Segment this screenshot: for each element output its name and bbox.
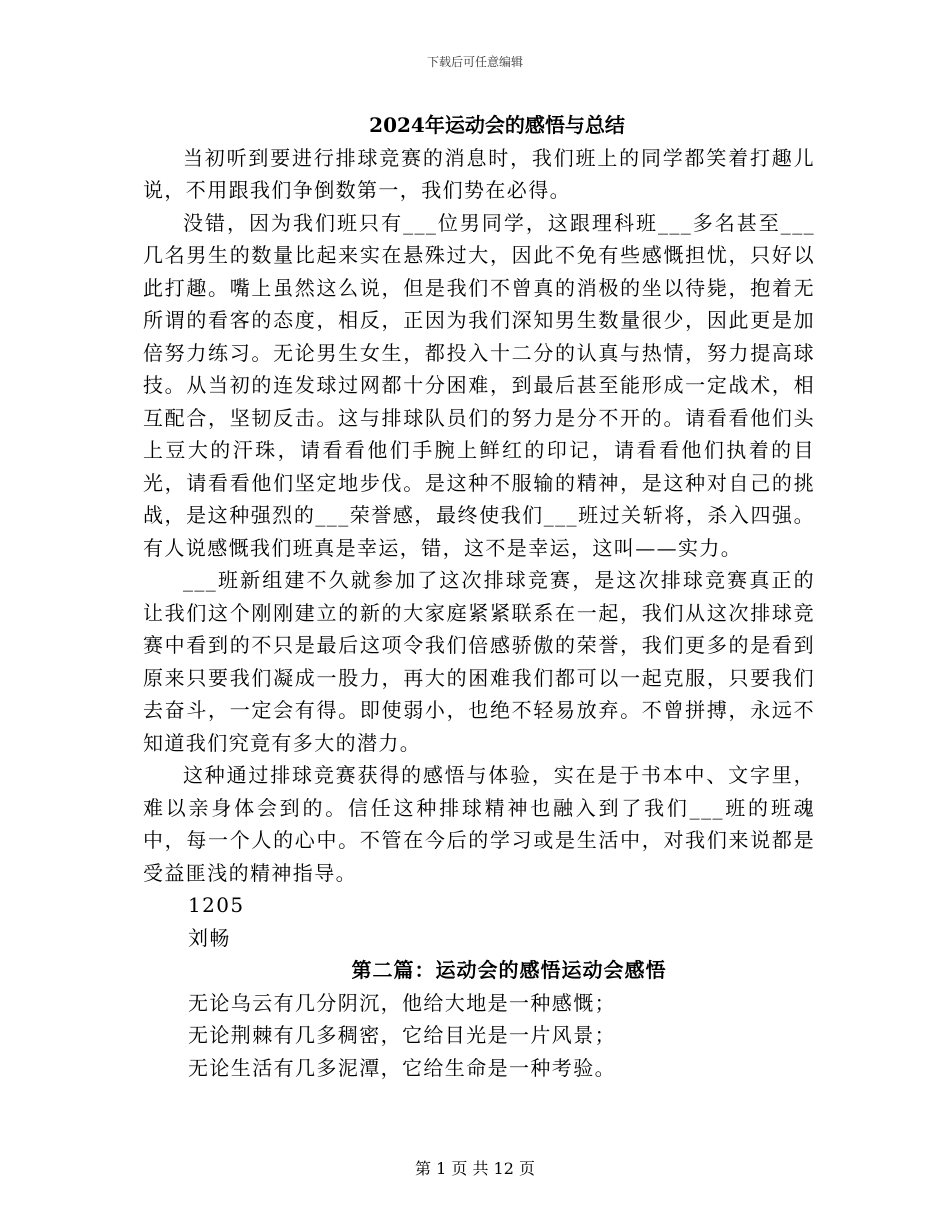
poem-line-3: 无论生活有几多泥潭，它给生命是一种考验。 bbox=[188, 1055, 616, 1080]
paragraph-3: ___班新组建不久就参加了这次排球竞赛，是这次排球竞赛真正的让我们这个刚刚建立的新的大家庭紧紧联系在一起，我们从这次排球竞赛中看到的不只是最后这项令我们倍感骄傲的荣誉，我们更多的是看到原来只要我们凝成一股力，再大的困难我们都可以一起克服，只要我们去奋斗，一定会有得。即使弱小，也绝不轻易放弃。不曾拼搏，永远不知道我们究竟有多大的潜力。 bbox=[143, 568, 815, 755]
poem-line-2: 无论荆棘有几多稠密，它给目光是一片风景； bbox=[188, 1023, 616, 1047]
paragraph-2: 没错，因为我们班只有___位男同学，这跟理科班___多名甚至___几名男生的数量比起来实在悬殊过大，因此不免有些感慨担忧，只好以此打趣。嘴上虽然这么说，但是我们不曾真的消极的坐以待毙，抱着无所谓的看客的态度，相反，正因为我们深知男生数量很少，因此更是加倍努力练习。无论男生女生，都投入十二分的认真与热情，努力提高球技。从当初的连发球过网都十分困难，到最后甚至能形成一定战术，相互配合，坚韧反击。这与排球队员们的努力是分不开的。请看看他们头上豆大的汗珠，请看看他们手腕上鲜红的印记，请看看他们执着的目光，请看看他们坚定地步伐。是这种不服输的精神，是这种对自己的挑战，是这种强烈的___荣誉感，最终使我们___班过关斩将，杀入四强。有人说感慨我们班真是幸运，错，这不是幸运，这叫——实力。 bbox=[143, 210, 815, 560]
poem-line-1: 无论乌云有几分阴沉，他给大地是一种感慨； bbox=[188, 990, 616, 1015]
signature-number: 1205 bbox=[188, 893, 245, 917]
document-title: 2024年运动会的感悟与总结 bbox=[369, 113, 625, 137]
document-body bbox=[143, 109, 815, 1084]
section-2-title: 第二篇：运动会的感悟运动会感悟 bbox=[351, 958, 667, 982]
signature-name: 刘畅 bbox=[188, 925, 231, 950]
header-note: 下载后可任意编辑 bbox=[426, 55, 523, 69]
paragraph-4: 这种通过排球竞赛获得的感悟与体验，实在是于书本中、文字里，难以亲身体会到的。信任这种排球精神也融入到了我们___班的班魂中，每一个人的心中。不管在今后的学习或是生活中，对我们来说都是受益匪浅的精神指导。 bbox=[143, 763, 815, 885]
paragraph-1: 当初听到要进行排球竞赛的消息时，我们班上的同学都笑着打趣儿说，不用跟我们争倒数第一，我们势在必得。 bbox=[143, 145, 815, 202]
page-number-footer: 第 1 页 共 12 页 bbox=[415, 1159, 535, 1178]
